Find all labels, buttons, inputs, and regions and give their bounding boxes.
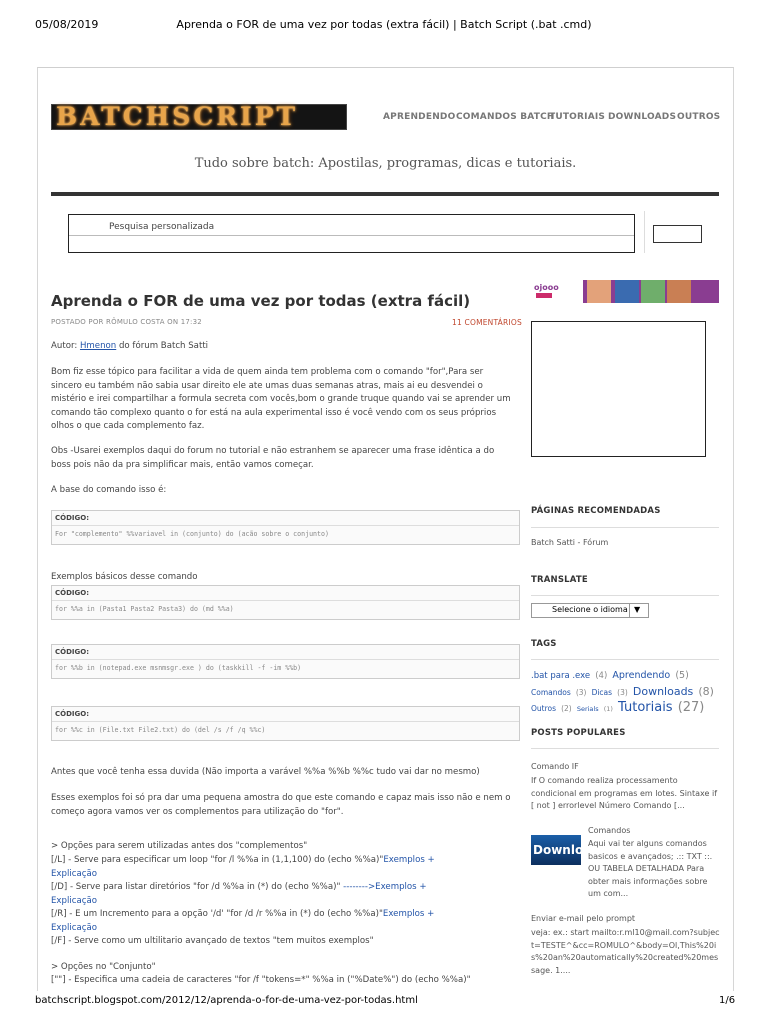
popular-post-1-title[interactable]: Comando IF xyxy=(531,762,579,771)
option-l xyxy=(51,854,471,881)
tag-downloads[interactable]: Downloads xyxy=(632,685,694,698)
tag-count: (5) xyxy=(675,670,689,681)
option-d-text: [/D] - Serve para listar diretórios "for /d %%a in (*) do (echo %%a)" xyxy=(51,882,344,892)
select-separator xyxy=(629,604,630,617)
logo-text: BATCHSCRIPT xyxy=(56,102,299,131)
sidebar-divider xyxy=(531,748,719,749)
search-input[interactable] xyxy=(69,215,634,236)
sidebar-divider xyxy=(531,527,719,528)
code-label: CÓDIGO: xyxy=(52,511,519,526)
author-link[interactable]: Hmenon xyxy=(79,341,117,351)
author-suffix: do fórum Batch Satti xyxy=(116,341,209,351)
ad-button xyxy=(536,293,552,298)
tag-count: (4) xyxy=(595,671,608,681)
popular-post-2-title[interactable]: Comandos xyxy=(588,826,631,835)
tag-outros[interactable]: Outros xyxy=(531,704,557,713)
nav-downloads[interactable]: DOWNLOADS xyxy=(608,112,677,122)
code-block-3 xyxy=(51,644,520,679)
download-thumbnail[interactable] xyxy=(531,835,592,865)
tag-serials[interactable]: Serials xyxy=(576,705,599,713)
tag-cloud xyxy=(531,666,721,716)
search-placeholder: Pesquisa personalizada xyxy=(109,222,215,232)
post-comments-link[interactable]: 11 COMENTÁRIOS xyxy=(452,318,522,327)
ad-person-image xyxy=(615,280,639,303)
code-content: For "complemento" %%variavel in (conjunto) do (acão sobre o conjunto) xyxy=(55,530,329,538)
language-select[interactable] xyxy=(531,603,649,618)
tag-bat-para-exe[interactable]: .bat para .exe xyxy=(531,671,591,681)
options-header: > Opções para serem utilizadas antes dos "complementos" xyxy=(51,841,308,851)
tag-count: (27) xyxy=(677,700,705,715)
language-select-label: Selecione o idioma xyxy=(552,605,628,614)
nav-aprendendo[interactable]: APRENDENDO xyxy=(383,112,456,122)
option-r-text: [/R] - E um Incremento para a opção '/d' "for /d /r %%a in (*) do (echo %%a)" xyxy=(51,909,383,919)
tag-aprendendo[interactable]: Aprendendo xyxy=(612,670,671,681)
tag-comandos[interactable]: Comandos xyxy=(531,688,571,697)
dropdown-arrow-icon: ▼ xyxy=(634,605,641,614)
site-logo[interactable] xyxy=(51,104,347,130)
recommended-link[interactable]: Batch Satti - Fórum xyxy=(531,538,609,547)
ad-banner[interactable] xyxy=(531,280,719,303)
print-date: 05/08/2019 xyxy=(35,18,99,31)
tags-title: TAGS xyxy=(531,639,557,649)
post-paragraph-2: Obs -Usarei exemplos daqui do forum no tutorial e não estranhem se aparecer uma frase idêntica a do boss pois não da pra simplificar mais, então vamos começar. xyxy=(51,446,495,470)
nav-outros[interactable]: OUTROS xyxy=(677,112,721,122)
ad-box xyxy=(531,321,706,457)
search-box xyxy=(68,214,635,253)
tag-count: (2) xyxy=(561,704,572,713)
ad-logo: ojooo xyxy=(534,283,559,292)
print-url: batchscript.blogspot.com/2012/12/aprenda-o-for-de-uma-vez-por-todas.html xyxy=(35,995,418,1006)
site-tagline: Tudo sobre batch: Apostilas, programas, dicas e tutoriais. xyxy=(194,156,577,171)
code-label: CÓDIGO: xyxy=(52,707,519,722)
ad-logo-area xyxy=(531,280,583,303)
option-d-link[interactable]: -------->Exemplos + Explicação xyxy=(51,882,427,906)
post-meta: POSTADO POR RÔMULO COSTA ON 17:32 xyxy=(51,318,202,326)
set-option-quotes: [""] - Especifica uma cadeia de caracteres "for /f "tokens=*" %%a in ("%Date%") do (echo %%a)" xyxy=(51,975,471,985)
post-paragraph-1: Bom fiz esse tópico para facilitar a vida de quem ainda tem problema com o comando "for",Para ser sincero eu também não sabia usar direito ele ate umas duas semanas atras, mais ai eu desvendei o mistério e irei compartilhar a formula secreta com vocês,bom o grande truque quando vai se aprender um comando tão complexo quanto o for está na aula experimental isso é você vendo com os seus próprios olhos o que cada complemento faz. xyxy=(51,367,511,431)
code-block-1 xyxy=(51,510,520,545)
tag-count: (3) xyxy=(575,688,587,697)
page-frame xyxy=(37,67,734,991)
option-l-text: [/L] - Serve para especificar um loop "for /l %%a in (1,1,100) do (echo %%a)" xyxy=(51,855,384,865)
popular-post-3-title[interactable]: Enviar e-mail pelo prompt xyxy=(531,914,636,923)
code-block-4 xyxy=(51,706,520,741)
tag-tutoriais[interactable]: Tutoriais xyxy=(618,700,673,715)
code-block-2 xyxy=(51,585,520,620)
ad-person-image xyxy=(641,280,665,303)
popular-post-3-text: veja: ex.: start mailto:r.ml10@mail.com?subject=TESTE^&cc=ROMULO^&body=Ol,This%20is%20an%20automatically%20created%20message. 1.... xyxy=(531,928,720,975)
option-r xyxy=(51,908,471,935)
recommended-title: PÁGINAS RECOMENDADAS xyxy=(531,506,661,516)
print-title: Aprenda o FOR de uma vez por todas (extra fácil) | Batch Script (.bat .cmd) xyxy=(176,18,592,31)
code-content: for %%a in (Pasta1 Pasta2 Pasta3) do (md %%a) xyxy=(55,605,234,613)
post-paragraph-5: Antes que você tenha essa duvida (Não importa a varável %%a %%b %%c tudo vai dar no mesmo) xyxy=(51,767,480,777)
sidebar-divider xyxy=(531,595,719,596)
popular-post-2-text: Aqui vai ter alguns comandos basicos e avançados; .:: TXT ::. OU TABELA DETALHADA Para obter mais informações sobre um com... xyxy=(588,839,713,898)
tag-count: (3) xyxy=(617,688,628,697)
option-d xyxy=(51,881,471,908)
download-thumbnail-text: Downloa xyxy=(533,843,592,857)
tag-dicas[interactable]: Dicas xyxy=(591,688,613,697)
ad-person-image xyxy=(587,280,611,303)
print-header xyxy=(0,0,768,40)
code-content: for %%b in (notepad.exe msnmsgr.exe ) do (taskkill -f -im %%b) xyxy=(55,664,302,672)
option-f: [/F] - Serve como um ultilitario avançado de textos "tem muitos exemplos" xyxy=(51,936,374,946)
nav-comandos-batch[interactable]: COMANDOS BATCH xyxy=(456,112,555,122)
post-paragraph-3: A base do comando isso é: xyxy=(51,485,167,495)
set-options-header: > Opções no "Conjunto" xyxy=(51,962,156,972)
code-content: for %%c in (File.txt File2.txt) do (del /s /f /q %%c) xyxy=(55,726,266,734)
ad-person-image xyxy=(667,280,691,303)
search-button[interactable] xyxy=(653,225,702,243)
code-label: CÓDIGO: xyxy=(52,586,519,601)
post-paragraph-6: Esses exemplos foi só pra dar uma pequena amostra do que este comando e capaz mais isso não e nem o começo agora vamos ver os complementos para utilização do "for". xyxy=(51,793,511,817)
option-l-link[interactable]: Exemplos + Explicação xyxy=(51,855,435,879)
author-line xyxy=(51,340,511,354)
header-divider xyxy=(51,192,719,196)
nav-tutoriais[interactable]: TUTORIAIS xyxy=(549,112,606,122)
print-page-number: 1/6 xyxy=(719,995,736,1006)
translate-title: TRANSLATE xyxy=(531,575,588,585)
post-paragraph-4: Exemplos básicos desse comando xyxy=(51,572,198,582)
sidebar-divider xyxy=(531,659,719,660)
option-r-link[interactable]: Exemplos + Explicação xyxy=(51,909,435,933)
tag-count: (1) xyxy=(603,705,613,713)
post-title: Aprenda o FOR de uma vez por todas (extra fácil) xyxy=(51,292,471,310)
popular-title: POSTS POPULARES xyxy=(531,728,626,738)
code-label: CÓDIGO: xyxy=(52,645,519,660)
author-prefix: Autor: xyxy=(51,341,80,351)
popular-post-1-text: If O comando realiza processamento condicional em programas em lotes. Sintaxe if [ not ] errorlevel Número Comando [... xyxy=(531,776,718,810)
tag-count: (8) xyxy=(698,685,714,698)
